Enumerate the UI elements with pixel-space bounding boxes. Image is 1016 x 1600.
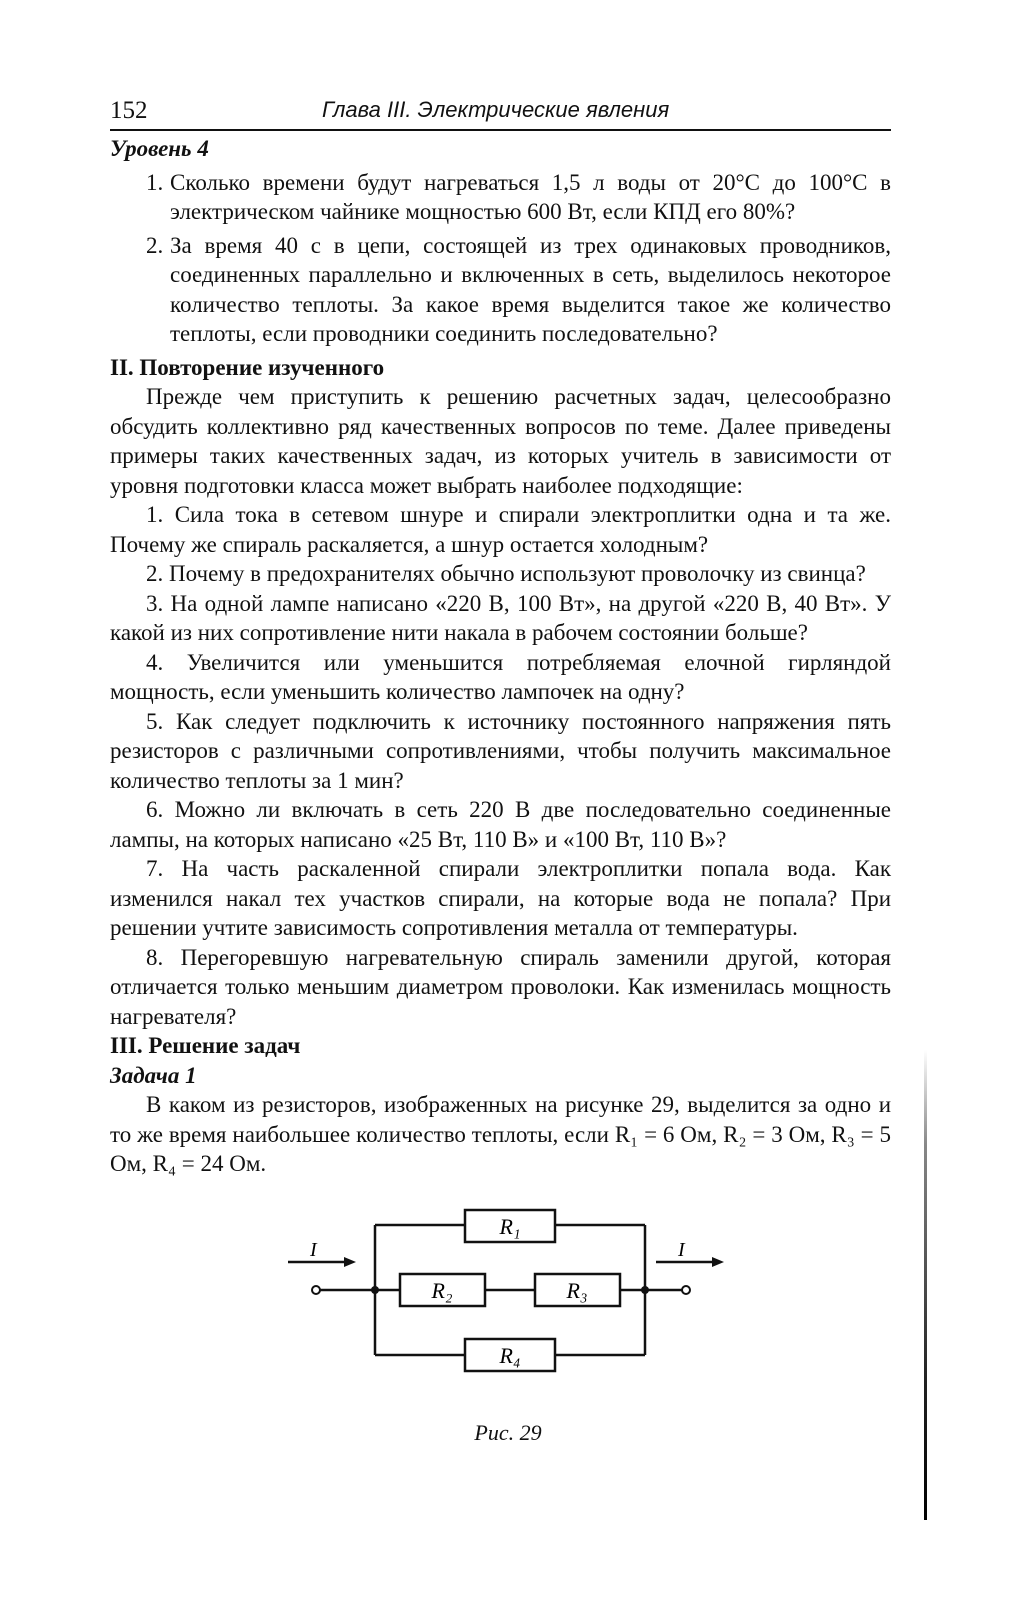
level-title: Уровень 4 xyxy=(110,136,209,161)
question-item: 1. Сила тока в сетевом шнуре и спирали электроплитки одна и та же. Почему же спираль раскаляется, а шнур остается холодным? xyxy=(110,502,891,557)
r4-label: R₄ xyxy=(499,1343,521,1368)
question-item: 8. Перегоревшую нагревательную спираль заменили другой, которая отличается только меньшим диаметром проволоки. Как изменилась мощность нагревателя? xyxy=(110,944,891,1029)
question-item: 4. Увеличится или уменьшится потребляемая елочной гирляндой мощность, если уменьшить количество лампочек на одну? xyxy=(110,649,891,704)
resistor-r4 xyxy=(465,1339,555,1371)
circuit-diagram xyxy=(280,1190,740,1400)
task-text: В каком из резисторов, изображенных на рисунке 29, выделится за одно и то же время наибольшее количество теплоты, если R₁ = 6 Ом, R₂ = 3 Ом, R₃ = 5 Ом, R₄ = 24 Ом. xyxy=(110,1092,891,1176)
section-title-problems: III. Решение задач xyxy=(110,1033,301,1058)
current-out-label: I xyxy=(678,1239,685,1261)
question-item: 5. Как следует подключить к источнику постоянного напряжения пять резисторов с различными сопротивлениями, чтобы получить максимальное количество теплоты за 1 мин? xyxy=(110,708,891,793)
r2-label: R₂ xyxy=(431,1278,453,1303)
page-number: 152 xyxy=(110,97,148,124)
r3-label: R₃ xyxy=(566,1278,588,1303)
scan-edge-artifact xyxy=(924,1050,927,1520)
question-item: 6. Можно ли включать в сеть 220 В две последовательно соединенные лампы, на которых написано «25 Вт, 110 В» и «100 Вт, 110 В»? xyxy=(110,797,891,852)
resistor-r1 xyxy=(465,1210,555,1242)
page-header xyxy=(110,93,891,131)
level-task-list xyxy=(110,168,891,349)
page-content xyxy=(110,134,891,1179)
resistor-r2 xyxy=(400,1274,485,1306)
question-item: 7. На часть раскаленной спирали электроплитки попала вода. Как изменился накал тех участков спирали, на которые вода не попала? При решении учтите зависимость сопротивления металла от температуры. xyxy=(110,856,891,940)
current-in-label: I xyxy=(310,1239,317,1261)
question-item: 2. Почему в предохранителях обычно используют проволочку из свинца? xyxy=(146,561,866,586)
section-title-review: II. Повторение изученного xyxy=(110,354,385,380)
resistor-r3 xyxy=(535,1274,620,1306)
figure-caption: Рис. 29 xyxy=(474,1420,542,1445)
list-item: 2. За время 40 с в цепи, состоящей из трех одинаковых проводников, соединенных параллельно и включенных в сеть, выделилось некоторое количество теплоты. За какое время выделится такое же количество теплоты, если проводники соединить последовательно? xyxy=(146,232,891,346)
task-title: Задача 1 xyxy=(110,1062,197,1088)
list-item: 1. Сколько времени будут нагреваться 1,5 л воды от 20°С до 100°С в электрическом чайнике мощностью 600 Вт, если КПД его 80%? xyxy=(146,169,891,224)
review-intro: Прежде чем приступить к решению расчетных задач, целесообразно обсудить коллективно ряд качественных вопросов по теме. Далее приведены примеры таких качественных задач, из которых учитель в зависимости от уровня подготовки класса может выбрать наиболее подходящие: xyxy=(110,384,891,498)
running-title: Глава III. Электрические явления xyxy=(322,97,670,122)
question-item: 3. На одной лампе написано «220 В, 100 Вт», на другой «220 В, 40 Вт». У какой из них сопротивление нити накала в рабочем состоянии больше? xyxy=(110,590,891,645)
r1-label: R₁ xyxy=(499,1214,521,1239)
